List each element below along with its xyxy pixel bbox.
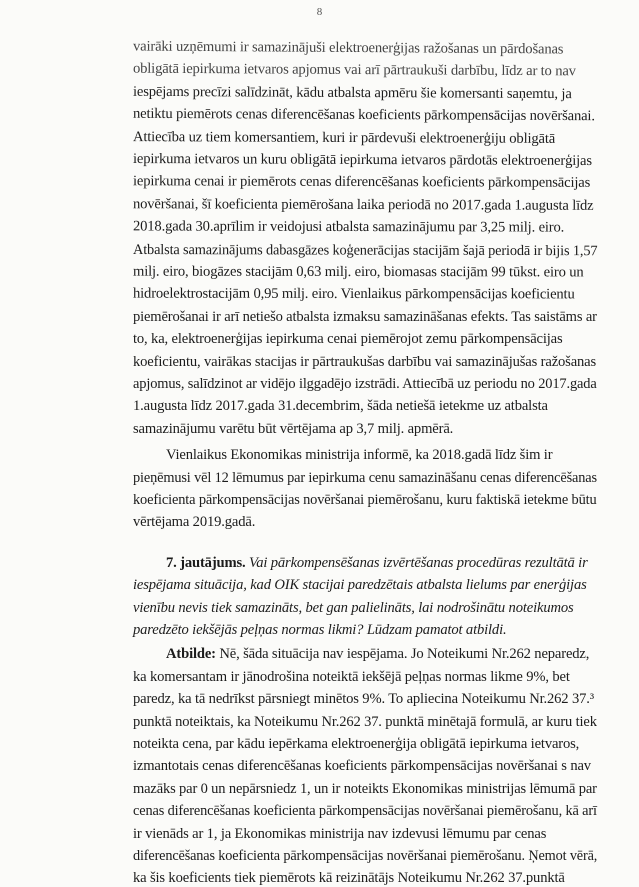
answer-line: punktā noteiktais, ka Noteikumu Nr.262 37. punktā minētajā formulā, ar kuru tiek xyxy=(133,714,597,730)
text-line: obligātā iepirkuma ietvaros apjomus vai arī pārtraukuši darbību, līdz ar to nav xyxy=(132,60,576,80)
question-label: 7. jautājums. xyxy=(166,555,246,571)
answer-line: noteikta cena, par kādu iepērkama elektroenerģija obligātā iepirkuma ietvaros, xyxy=(133,736,580,752)
answer-label: Atbilde: xyxy=(166,646,216,662)
text-line: pieņēmusi vēl 12 lēmumus par iepirkuma cenu samazināšanu cenas diferencēšanas xyxy=(133,470,597,486)
text-line: apjomus, salīdzinot ar vidējo ilggadējo izstrādi. Attiecībā uz periodu no 2017.gada xyxy=(133,376,597,392)
text-line: Vienlaikus Ekonomikas ministrija informē, ka 2018.gadā līdz šim ir xyxy=(166,447,553,463)
text-line: vērtējama 2019.gadā. xyxy=(133,514,256,530)
text-line: novēršanai, šī koeficienta piemērošana laika periodā no 2017.gada 1.augusta līdz xyxy=(132,196,594,214)
text-line: to, ka, elektroenerģijas iepirkuma cenai piemērojot zemu pārkompensācijas xyxy=(133,331,563,347)
page-number: 8 xyxy=(316,6,323,18)
answer-line: cenas diferencēšanas koeficienta pārkompensācijas novēršanai piemērošanu, kā arī xyxy=(133,803,597,819)
question-line: iespējama situācija, kad OIK stacijai paredzētais atbalsta lielums par enerģijas xyxy=(133,577,587,593)
question-line: paredzēto iekšējās peļņas normas likmi? Lūdzam pamatot atbildi. xyxy=(133,622,507,638)
answer-line: ir vienāds ar 1, ja Ekonomikas ministrija nav izdevusi lēmumu par cenas xyxy=(133,826,547,842)
text-line: koeficienta pārkompensācijas novēršanai piemērošanu, kuru faktiskā ietekme būtu xyxy=(133,492,597,508)
text-line: hidroelektrostacijām 0,95 milj. eiro. Vienlaikus pārkompensācijas koeficientu xyxy=(132,285,575,303)
question-line: vienību nevis tiek samazināts, bet gan palielināts, lai nodrošinātu noteikumos xyxy=(133,600,574,616)
text-line: iespējams precīzi salīdzināt, kādu atbalsta apmēru šie komersanti saņemtu, ja xyxy=(132,83,572,103)
answer-line: paredz, ka tā nedrīkst pārsniegt minētos 9%. To apliecina Noteikumu Nr.262 37.³ xyxy=(133,691,594,707)
text-line: koeficientu, vairākas stacijas ir pārtraukušas darbību vai samazinājušas ražošanas xyxy=(133,354,597,370)
text-line: iepirkuma ietvaros un kuru obligātā iepirkuma ietvaros pārdotās elektroenerģijas xyxy=(132,150,592,170)
question-line-first xyxy=(166,555,588,572)
text-line: Atbalsta samazinājums dabasgāzes koģenerācijas stacijām šajā periodā ir bijis 1,57 xyxy=(132,242,598,260)
text-line: vairāki uzņēmumi ir samazinājuši elektroenerģijas ražošanas un pārdošanas xyxy=(132,38,564,58)
text-line: iepirkuma cenai ir piemērots cenas diferencēšanas koeficients pārkompensācijas xyxy=(132,173,591,191)
question-text: Vai pārkompensēšanas izvērtēšanas procedūras rezultātā ir xyxy=(249,555,588,571)
answer-line: mazāks par 0 un nepārsniedz 1, un ir noteikts Ekonomikas ministrijas lēmumā par xyxy=(133,781,597,797)
text-line: piemērošanai ir arī netiešo atbalsta izmaksu samazināšanas efekts. Tas saistāms ar xyxy=(133,309,597,325)
answer-line: izmantotais cenas diferencēšanas koeficients pārkompensācijas novēršanai s nav xyxy=(133,758,591,774)
text-line: samazinājumu varētu būt vērtējama ap 3,7 milj. apmērā. xyxy=(133,421,454,437)
text-line: Attiecība uz tiem komersantiem, kuri ir pārdevuši elektroenerģiju obligātā xyxy=(132,129,556,147)
text-line: milj. eiro, biogāzes stacijām 0,63 milj. eiro, biomasas stacijām 99 tūkst. eiro un xyxy=(132,263,584,281)
answer-text: Nē, šāda situācija nav iespējama. Jo Noteikumi Nr.262 neparedz, xyxy=(219,646,590,662)
answer-line: ka šis koeficients tiek piemērots kā reizinātājs Noteikumu Nr.262 37.punktā xyxy=(133,870,565,886)
answer-line: ka komersantam ir jānodrošina noteiktā iekšējā peļņas normas likme 9%, bet xyxy=(133,669,570,685)
text-line: netiktu piemērots cenas diferencēšanas koeficients pārkompensācijas novēršanai. xyxy=(132,105,595,125)
answer-line-first xyxy=(166,646,589,663)
text-line: 1.augusta līdz 2017.gada 31.decembrim, šāda netiešā ietekme uz atbalsta xyxy=(133,398,548,414)
answer-line: diferencēšanas koeficienta pārkompensācijas novēršanai piemērošanu. Ņemot vērā, xyxy=(133,848,598,864)
text-line: 2018.gada 30.aprīlim ir veidojusi atbalsta samazinājumu par 3,25 milj. eiro. xyxy=(132,218,565,236)
